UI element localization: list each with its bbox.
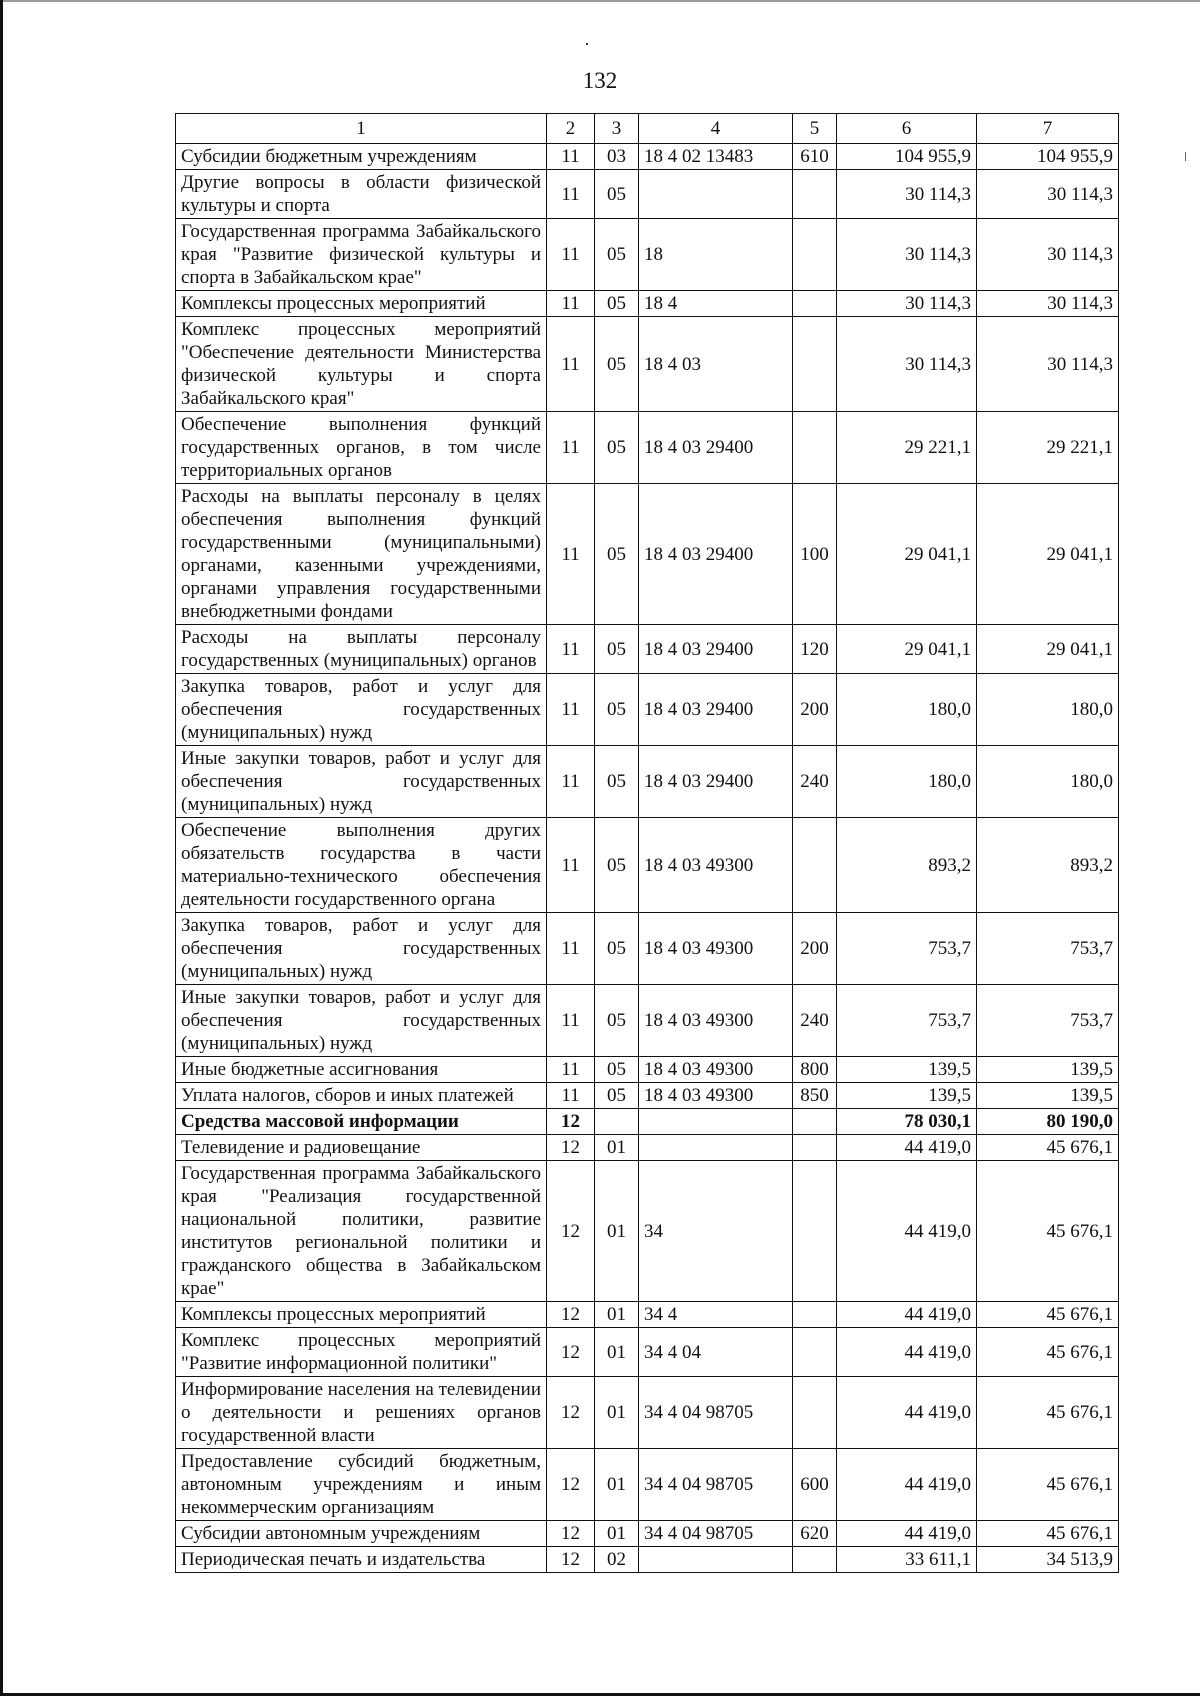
section-code-cell: 12 — [547, 1302, 595, 1328]
expense-type-cell: 850 — [793, 1083, 837, 1109]
item-name-cell: Уплата налогов, сборов и иных платежей — [176, 1083, 547, 1109]
table-row — [176, 1083, 1119, 1109]
subsection-code-cell: 05 — [595, 219, 639, 291]
amount-col7-cell: 34 513,9 — [977, 1547, 1119, 1573]
target-article-cell: 18 4 02 13483 — [639, 144, 793, 170]
subsection-code-cell: 01 — [595, 1521, 639, 1547]
item-name-cell: Субсидии автономным учреждениям — [176, 1521, 547, 1547]
amount-col7-cell: 45 676,1 — [977, 1521, 1119, 1547]
target-article-cell: 18 4 03 29400 — [639, 625, 793, 674]
target-article-cell: 18 4 03 29400 — [639, 746, 793, 818]
amount-col6-cell: 44 419,0 — [837, 1377, 977, 1449]
item-name-cell: Другие вопросы в области физической культуры и спорта — [176, 170, 547, 219]
item-name-cell: Комплекс процессных мероприятий "Развитие информационной политики" — [176, 1328, 547, 1377]
amount-col6-cell: 893,2 — [837, 818, 977, 913]
amount-col7-cell: 104 955,9 — [977, 144, 1119, 170]
section-code-cell: 11 — [547, 484, 595, 625]
section-code-cell: 12 — [547, 1377, 595, 1449]
amount-col7-cell: 45 676,1 — [977, 1161, 1119, 1302]
item-name-cell: Комплексы процессных мероприятий — [176, 291, 547, 317]
amount-col7-cell: 30 114,3 — [977, 170, 1119, 219]
table-row — [176, 484, 1119, 625]
amount-col7-cell: 29 041,1 — [977, 625, 1119, 674]
subsection-code-cell: 05 — [595, 913, 639, 985]
subsection-code-cell: 05 — [595, 291, 639, 317]
amount-col6-cell: 180,0 — [837, 674, 977, 746]
item-name-cell: Телевидение и радиовещание — [176, 1135, 547, 1161]
target-article-cell: 18 4 03 49300 — [639, 1083, 793, 1109]
target-article-cell: 18 4 03 49300 — [639, 985, 793, 1057]
section-code-cell: 11 — [547, 412, 595, 484]
target-article-cell — [639, 1109, 793, 1135]
header-row — [176, 114, 1119, 144]
table-row — [176, 913, 1119, 985]
amount-col7-cell: 45 676,1 — [977, 1377, 1119, 1449]
subsection-code-cell: 01 — [595, 1135, 639, 1161]
target-article-cell: 34 4 04 98705 — [639, 1377, 793, 1449]
subsection-code-cell: 05 — [595, 746, 639, 818]
table-row — [176, 1161, 1119, 1302]
amount-col7-cell: 29 221,1 — [977, 412, 1119, 484]
table-row — [176, 625, 1119, 674]
table-row — [176, 985, 1119, 1057]
item-name-cell: Обеспечение выполнения функций государственных органов, в том числе территориальных органов — [176, 412, 547, 484]
subsection-code-cell: 01 — [595, 1449, 639, 1521]
subsection-code-cell: 05 — [595, 674, 639, 746]
amount-col6-cell: 139,5 — [837, 1083, 977, 1109]
expense-type-cell — [793, 219, 837, 291]
item-name-cell: Расходы на выплаты персоналу государственных (муниципальных) органов — [176, 625, 547, 674]
section-code-cell: 11 — [547, 170, 595, 219]
subsection-code-cell: 02 — [595, 1547, 639, 1573]
expense-type-cell — [793, 1328, 837, 1377]
section-code-cell: 11 — [547, 818, 595, 913]
item-name-cell: Средства массовой информации — [176, 1109, 547, 1135]
target-article-cell: 18 4 03 29400 — [639, 412, 793, 484]
item-name-cell: Расходы на выплаты персоналу в целях обеспечения выполнения функций государственными (муниципальными) органами, казенными учреждениями, органами управления государственными внебюджетными фондами — [176, 484, 547, 625]
expense-type-cell: 800 — [793, 1057, 837, 1083]
section-code-cell: 11 — [547, 913, 595, 985]
amount-col7-cell: 45 676,1 — [977, 1449, 1119, 1521]
amount-col6-cell: 78 030,1 — [837, 1109, 977, 1135]
target-article-cell: 34 4 — [639, 1302, 793, 1328]
section-code-cell: 11 — [547, 219, 595, 291]
subsection-code-cell: 03 — [595, 144, 639, 170]
table-row — [176, 144, 1119, 170]
column-header-5: 5 — [793, 114, 837, 144]
amount-col6-cell: 44 419,0 — [837, 1328, 977, 1377]
expense-type-cell: 200 — [793, 674, 837, 746]
table-row — [176, 1449, 1119, 1521]
subsection-code-cell: 05 — [595, 1057, 639, 1083]
amount-col7-cell: 139,5 — [977, 1057, 1119, 1083]
item-name-cell: Иные закупки товаров, работ и услуг для обеспечения государственных (муниципальных) нужд — [176, 746, 547, 818]
subsection-code-cell: 05 — [595, 484, 639, 625]
target-article-cell: 18 4 03 — [639, 317, 793, 412]
scan-edge-mark — [1185, 152, 1186, 161]
expense-type-cell — [793, 170, 837, 219]
expense-type-cell: 100 — [793, 484, 837, 625]
section-code-cell: 11 — [547, 746, 595, 818]
item-name-cell: Закупка товаров, работ и услуг для обеспечения государственных (муниципальных) нужд — [176, 913, 547, 985]
expense-type-cell — [793, 1302, 837, 1328]
amount-col6-cell: 753,7 — [837, 985, 977, 1057]
column-header-3: 3 — [595, 114, 639, 144]
amount-col7-cell: 753,7 — [977, 913, 1119, 985]
column-header-4: 4 — [639, 114, 793, 144]
section-code-cell: 12 — [547, 1547, 595, 1573]
section-code-cell: 11 — [547, 1057, 595, 1083]
expense-type-cell: 610 — [793, 144, 837, 170]
section-code-cell: 12 — [547, 1328, 595, 1377]
table-row — [176, 746, 1119, 818]
item-name-cell: Государственная программа Забайкальского края "Развитие физической культуры и спорта в Забайкальском крае" — [176, 219, 547, 291]
expense-type-cell — [793, 317, 837, 412]
subsection-code-cell: 01 — [595, 1302, 639, 1328]
target-article-cell: 18 4 03 49300 — [639, 818, 793, 913]
table-row — [176, 1057, 1119, 1083]
expense-type-cell — [793, 412, 837, 484]
item-name-cell: Периодическая печать и издательства — [176, 1547, 547, 1573]
item-name-cell: Субсидии бюджетным учреждениям — [176, 144, 547, 170]
amount-col6-cell: 30 114,3 — [837, 317, 977, 412]
item-name-cell: Государственная программа Забайкальского края "Реализация государственной национальной политики, развитие институтов региональной политики и гражданского общества в Забайкальском крае" — [176, 1161, 547, 1302]
subsection-code-cell: 05 — [595, 1083, 639, 1109]
expense-type-cell — [793, 1161, 837, 1302]
amount-col7-cell: 139,5 — [977, 1083, 1119, 1109]
section-code-cell: 12 — [547, 1521, 595, 1547]
item-name-cell: Иные бюджетные ассигнования — [176, 1057, 547, 1083]
amount-col6-cell: 44 419,0 — [837, 1521, 977, 1547]
subsection-code-cell: 05 — [595, 985, 639, 1057]
amount-col7-cell: 180,0 — [977, 674, 1119, 746]
table-row — [176, 1377, 1119, 1449]
section-code-cell: 11 — [547, 625, 595, 674]
scan-speck — [586, 43, 588, 45]
subsection-code-cell: 01 — [595, 1161, 639, 1302]
table-row — [176, 1135, 1119, 1161]
section-code-cell: 11 — [547, 317, 595, 412]
column-header-7: 7 — [977, 114, 1119, 144]
item-name-cell: Закупка товаров, работ и услуг для обеспечения государственных (муниципальных) нужд — [176, 674, 547, 746]
target-article-cell: 18 4 — [639, 291, 793, 317]
expense-type-cell: 200 — [793, 913, 837, 985]
amount-col7-cell: 80 190,0 — [977, 1109, 1119, 1135]
section-code-cell: 12 — [547, 1161, 595, 1302]
target-article-cell: 18 — [639, 219, 793, 291]
item-name-cell: Комплексы процессных мероприятий — [176, 1302, 547, 1328]
expense-type-cell: 120 — [793, 625, 837, 674]
amount-col6-cell: 30 114,3 — [837, 170, 977, 219]
amount-col6-cell: 44 419,0 — [837, 1135, 977, 1161]
target-article-cell: 18 4 03 49300 — [639, 913, 793, 985]
subsection-code-cell: 05 — [595, 170, 639, 219]
amount-col6-cell: 753,7 — [837, 913, 977, 985]
table-row — [176, 317, 1119, 412]
amount-col6-cell: 29 221,1 — [837, 412, 977, 484]
expense-type-cell: 620 — [793, 1521, 837, 1547]
subsection-code-cell: 05 — [595, 317, 639, 412]
item-name-cell: Иные закупки товаров, работ и услуг для обеспечения государственных (муниципальных) нужд — [176, 985, 547, 1057]
expense-type-cell — [793, 1547, 837, 1573]
table-row — [176, 1328, 1119, 1377]
target-article-cell: 34 4 04 98705 — [639, 1521, 793, 1547]
column-header-2: 2 — [547, 114, 595, 144]
section-code-cell: 11 — [547, 1083, 595, 1109]
budget-table — [175, 113, 1119, 1573]
target-article-cell: 18 4 03 29400 — [639, 484, 793, 625]
page-number: 132 — [582, 68, 618, 93]
expense-type-cell — [793, 818, 837, 913]
table-row — [176, 291, 1119, 317]
table-body — [176, 144, 1119, 1573]
amount-col7-cell: 45 676,1 — [977, 1135, 1119, 1161]
table-row — [176, 818, 1119, 913]
amount-col7-cell: 180,0 — [977, 746, 1119, 818]
amount-col6-cell: 29 041,1 — [837, 625, 977, 674]
expense-type-cell — [793, 1135, 837, 1161]
amount-col7-cell: 753,7 — [977, 985, 1119, 1057]
table-row — [176, 170, 1119, 219]
amount-col6-cell: 44 419,0 — [837, 1449, 977, 1521]
expense-type-cell: 240 — [793, 746, 837, 818]
amount-col7-cell: 29 041,1 — [977, 484, 1119, 625]
subsection-code-cell: 01 — [595, 1328, 639, 1377]
item-name-cell: Обеспечение выполнения других обязательств государства в части материально-технического обеспечения деятельности государственного органа — [176, 818, 547, 913]
subsection-code-cell: 05 — [595, 818, 639, 913]
amount-col6-cell: 139,5 — [837, 1057, 977, 1083]
amount-col7-cell: 893,2 — [977, 818, 1119, 913]
amount-col7-cell: 45 676,1 — [977, 1328, 1119, 1377]
expense-type-cell: 240 — [793, 985, 837, 1057]
target-article-cell — [639, 1135, 793, 1161]
expense-type-cell: 600 — [793, 1449, 837, 1521]
section-code-cell: 11 — [547, 985, 595, 1057]
scan-left-border — [0, 0, 3, 1696]
table-row — [176, 674, 1119, 746]
amount-col6-cell: 44 419,0 — [837, 1302, 977, 1328]
section-code-cell: 11 — [547, 291, 595, 317]
amount-col7-cell: 30 114,3 — [977, 291, 1119, 317]
subsection-code-cell — [595, 1109, 639, 1135]
amount-col7-cell: 30 114,3 — [977, 317, 1119, 412]
amount-col6-cell: 180,0 — [837, 746, 977, 818]
table-row — [176, 1521, 1119, 1547]
amount-col6-cell: 30 114,3 — [837, 291, 977, 317]
item-name-cell: Комплекс процессных мероприятий "Обеспечение деятельности Министерства физической культуры и спорта Забайкальского края" — [176, 317, 547, 412]
subsection-code-cell: 05 — [595, 625, 639, 674]
section-code-cell: 12 — [547, 1449, 595, 1521]
section-code-cell: 11 — [547, 674, 595, 746]
target-article-cell: 34 4 04 98705 — [639, 1449, 793, 1521]
item-name-cell: Предоставление субсидий бюджетным, автономным учреждениям и иным некоммерческим организациям — [176, 1449, 547, 1521]
subsection-code-cell: 05 — [595, 412, 639, 484]
column-header-1: 1 — [176, 114, 547, 144]
amount-col6-cell: 29 041,1 — [837, 484, 977, 625]
target-article-cell: 34 — [639, 1161, 793, 1302]
table-row — [176, 1302, 1119, 1328]
item-name-cell: Информирование населения на телевидении о деятельности и решениях органов государственной власти — [176, 1377, 547, 1449]
target-article-cell: 18 4 03 49300 — [639, 1057, 793, 1083]
target-article-cell: 34 4 04 — [639, 1328, 793, 1377]
amount-col6-cell: 30 114,3 — [837, 219, 977, 291]
expense-type-cell — [793, 1377, 837, 1449]
target-article-cell — [639, 1547, 793, 1573]
table-row — [176, 1109, 1119, 1135]
section-code-cell: 12 — [547, 1109, 595, 1135]
amount-col7-cell: 30 114,3 — [977, 219, 1119, 291]
amount-col6-cell: 44 419,0 — [837, 1161, 977, 1302]
amount-col7-cell: 45 676,1 — [977, 1302, 1119, 1328]
table-row — [176, 412, 1119, 484]
column-header-6: 6 — [837, 114, 977, 144]
expense-type-cell — [793, 1109, 837, 1135]
subsection-code-cell: 01 — [595, 1377, 639, 1449]
section-code-cell: 11 — [547, 144, 595, 170]
section-code-cell: 12 — [547, 1135, 595, 1161]
table-row — [176, 1547, 1119, 1573]
expense-type-cell — [793, 291, 837, 317]
amount-col6-cell: 104 955,9 — [837, 144, 977, 170]
amount-col6-cell: 33 611,1 — [837, 1547, 977, 1573]
target-article-cell: 18 4 03 29400 — [639, 674, 793, 746]
target-article-cell — [639, 170, 793, 219]
scan-top-edge — [0, 0, 1200, 2]
table-row — [176, 219, 1119, 291]
